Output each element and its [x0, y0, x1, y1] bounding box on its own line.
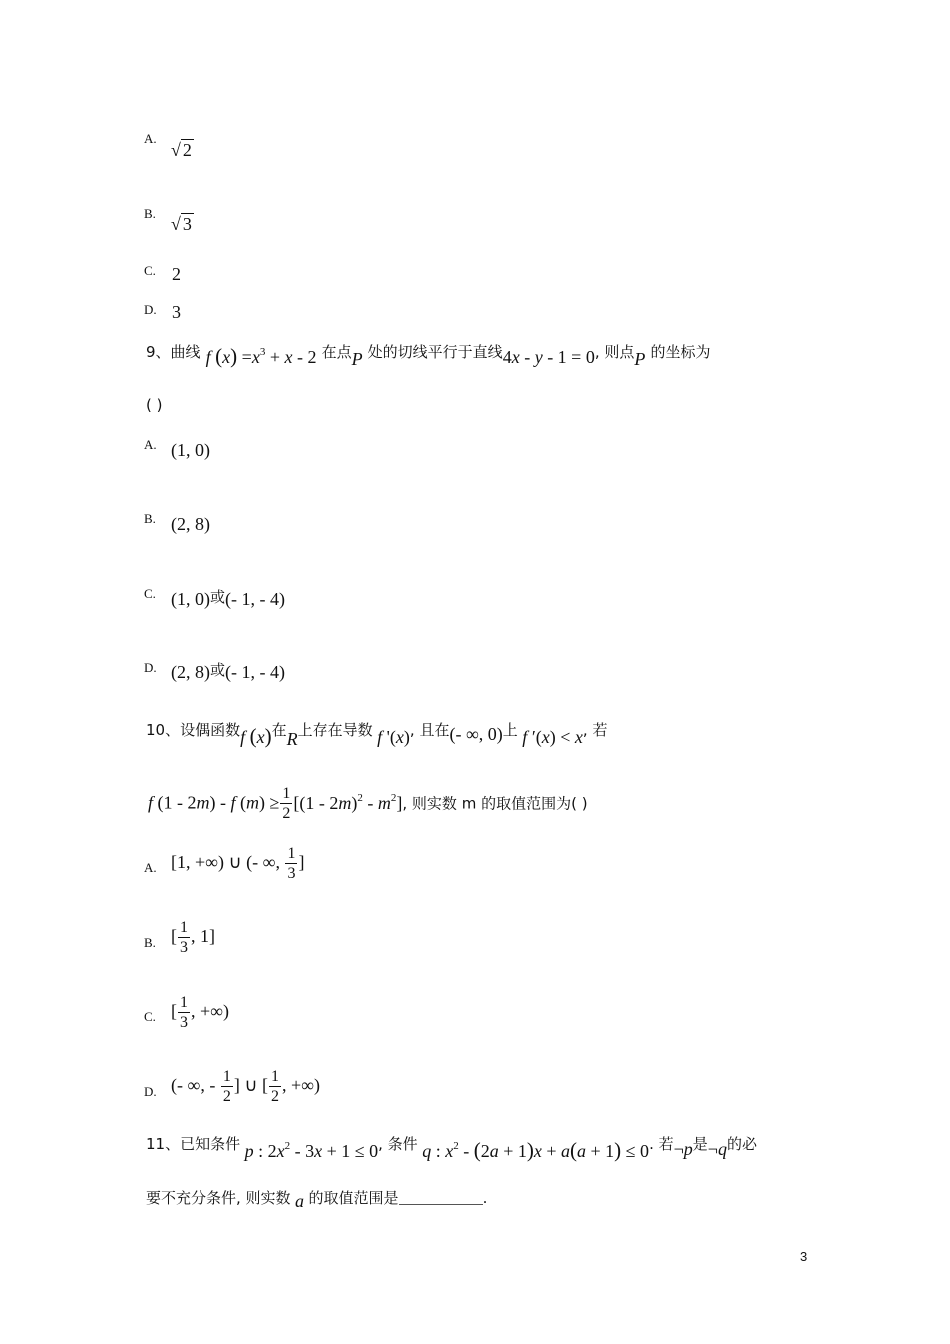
q9-point-p: P: [351, 349, 363, 369]
q9-text-then: , 则点: [594, 343, 635, 361]
q10-option-d-label: D.: [144, 1084, 157, 1099]
q10-text-range: , 则实数 m 的取值范围为( ): [402, 794, 588, 813]
q10-text-and: , 且在: [409, 721, 450, 739]
q11-line2-end: 的取值范围是: [308, 1189, 399, 1207]
q9-stem: [146, 338, 711, 369]
q11-answer-blank[interactable]: [399, 1190, 483, 1205]
q10-text-exists: 上存在导数: [297, 721, 373, 739]
q9-text-coords: 的坐标为: [650, 343, 711, 361]
q10-text-on: 在: [271, 721, 287, 739]
q10-option-d-value: (- ∞, - $\frac{1}{2}$ ] ∪ [ $\frac{1}{2}$ , +∞): [171, 1068, 320, 1105]
q8-option-c-value: 2: [172, 264, 181, 284]
q9-option-a-value: (1, 0): [171, 440, 210, 460]
q9-number: 9、曲线: [146, 343, 201, 361]
q9-answer-paren: ( ): [146, 396, 163, 414]
q10-set-r: R: [286, 729, 298, 749]
page-number: 3: [800, 1249, 808, 1264]
q8-option-b-label: B.: [144, 206, 156, 221]
q11-line2: [146, 1187, 488, 1211]
q8-option-c-label: C.: [144, 263, 156, 278]
q10-option-a-label: A.: [144, 860, 157, 875]
q10-inequality: f (1 - 2m) - f (m) ≥ $\frac{1}{2}$ $[(1 - 2m)^2 - m^2]$, 则实数 m 的取值范围为( ): [148, 785, 588, 822]
q10-condition: f ′(x) < x: [522, 727, 583, 747]
q9-option-d-value: (2, 8)或(- 1, - 4): [171, 661, 285, 682]
q11-not-p: ¬p: [673, 1139, 693, 1159]
q9-option-c-label: C.: [144, 586, 156, 601]
q8-option-a-label: A.: [144, 131, 157, 146]
q9-option-c-value: (1, 0)或(- 1, - 4): [171, 588, 285, 609]
q9-option-a-label: A.: [144, 437, 157, 452]
q10-number: 10、设偶函数: [146, 721, 241, 739]
q10-fx: f (x): [240, 724, 272, 748]
q9-text-tangent: 处的切线平行于直线: [367, 343, 503, 361]
q9-text-at-point: 在点: [321, 343, 352, 361]
q9-line: 4x - y - 1 = 0: [502, 347, 595, 367]
q11-text-is: 是: [692, 1135, 708, 1153]
q10-text-upper: 上: [502, 721, 518, 739]
q10-option-b-label: B.: [144, 935, 156, 950]
q8-option-b-value: √ 3: [171, 214, 192, 234]
q11-condition-q: q : $x^2 - (2a + 1)x + a(a + 1) \le 0$: [422, 1138, 650, 1162]
q10-option-c-label: C.: [144, 1009, 156, 1024]
q11-line2-text: 要不充分条件, 则实数: [146, 1189, 291, 1207]
q10-option-c-value: [ $\frac{1}{3}$ , +∞): [171, 994, 229, 1031]
q11-text-nec: 的必: [726, 1135, 757, 1153]
q11-not-q: ¬q: [707, 1139, 727, 1159]
q10-derivative: f '(x): [377, 727, 410, 747]
q10-text-if: , 若: [582, 721, 608, 739]
q11-stem: [146, 1130, 757, 1162]
q9-option-d-label: D.: [144, 660, 157, 675]
q9-function: f $(x) =x^3 + x - 2$: [205, 344, 317, 368]
q9-point-p2: P: [634, 349, 646, 369]
q11-var-a: a: [290, 1191, 309, 1211]
q9-option-b-label: B.: [144, 511, 156, 526]
q8-option-d-value: 3: [172, 302, 181, 322]
q11-number: 11、已知条件: [146, 1135, 241, 1153]
q9-option-b-value: (2, 8): [171, 514, 210, 534]
q8-option-a-value: √ 2: [171, 140, 192, 160]
q10-stem: [146, 716, 608, 749]
q11-text-cond: , 条件: [378, 1135, 418, 1153]
q11-period: .: [482, 1189, 488, 1207]
q10-option-a-value: [1, +∞) ∪ (- ∞, $\frac{1}{3}$ ]: [171, 845, 305, 882]
q10-interval: (- ∞, 0): [449, 724, 503, 744]
q11-text-if: . 若: [649, 1135, 674, 1153]
q10-option-b-value: [ $\frac{1}{3}$ , 1]: [171, 919, 215, 956]
q8-option-d-label: D.: [144, 302, 157, 317]
q11-condition-p: p : $2x^2 - 3x + 1 \le 0$: [244, 1140, 379, 1161]
